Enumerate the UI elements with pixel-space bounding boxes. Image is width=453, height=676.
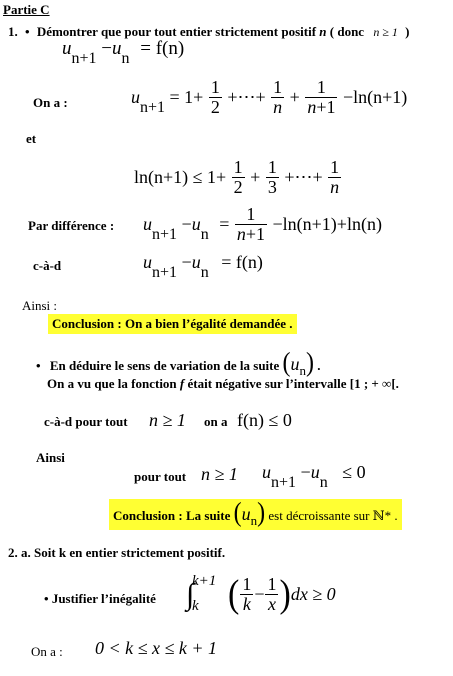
cad2-condition: n ≥ 1 <box>149 410 186 430</box>
conclusion-1: Conclusion : On a bien l’égalité demandée . <box>48 314 297 334</box>
ona-label-2: On a : <box>31 644 63 659</box>
bullet-icon: • <box>25 24 30 39</box>
integral-sign: ∫ <box>186 578 195 611</box>
equation-difference: un+1 −un = $\frac{1}{n+1}$ −ln(n+1)+ln(n) <box>143 204 382 244</box>
f-negative-statement: On a vu que la fonction f était négative sur l’intervalle [1 ; + ∞[. <box>47 376 399 391</box>
ainsi-label-1: Ainsi : <box>22 298 58 313</box>
ona2-inequality: 0 < k ≤ x ≤ k + 1 <box>95 638 218 658</box>
difference-label: Par différence : <box>28 218 115 233</box>
question-close: ) <box>405 24 410 39</box>
page-title: Partie C <box>3 2 50 17</box>
cad-label-1: c-à-d <box>33 258 62 273</box>
question-text: Démontrer que pour tout entier strictement positif <box>36 24 317 39</box>
ainsi-label-2: Ainsi <box>36 450 65 465</box>
justify-label: • Justifier l’inégalité <box>44 591 156 606</box>
pour-tout-condition: n ≥ 1 <box>201 464 238 484</box>
question-2a: 2. a. Soit k en entier strictement positif. <box>8 545 226 560</box>
equation-ln-inequality: ln(n+1) ≤ 1+ $\frac{1}{2}$ + $\frac{1}{3}$ +⋯+ $\frac{1}{n}$ <box>134 157 340 197</box>
conclusion-2: Conclusion : La suite $(u_n)$ est décroissante sur ℕ* . <box>109 499 402 530</box>
question-1b: • En déduire le sens de variation de la suite $(u_n)$ . <box>36 347 321 378</box>
cad-label-2: c-à-d pour tout <box>44 414 128 429</box>
equation-target: $u_{n+1} -u_n = f(n)$ <box>62 38 185 67</box>
question-paren: ( donc <box>329 24 365 39</box>
bullet-icon: • <box>44 591 49 606</box>
question-condition: n ≥ 1 <box>373 25 398 39</box>
pour-tout-label: pour tout <box>134 469 187 484</box>
cad2-inequality: f(n) ≤ 0 <box>237 410 292 430</box>
ona-label: On a : <box>33 95 68 110</box>
et-label: et <box>26 131 37 146</box>
question-variable: n <box>319 24 327 39</box>
equation-cad: un+1 −un = f(n) <box>143 252 263 281</box>
question-number: 1. <box>8 24 18 39</box>
pour-tout-inequality: un+1 −un ≤ 0 <box>262 462 366 491</box>
bullet-icon: • <box>36 358 41 373</box>
cad2-ona: on a <box>204 414 228 429</box>
equation-ona: un+1 = 1+ $\frac{1}{2}$ +⋯+ $\frac{1}{n}$ + $\frac{1}{n+1}$ −ln(n+1) <box>131 77 408 117</box>
